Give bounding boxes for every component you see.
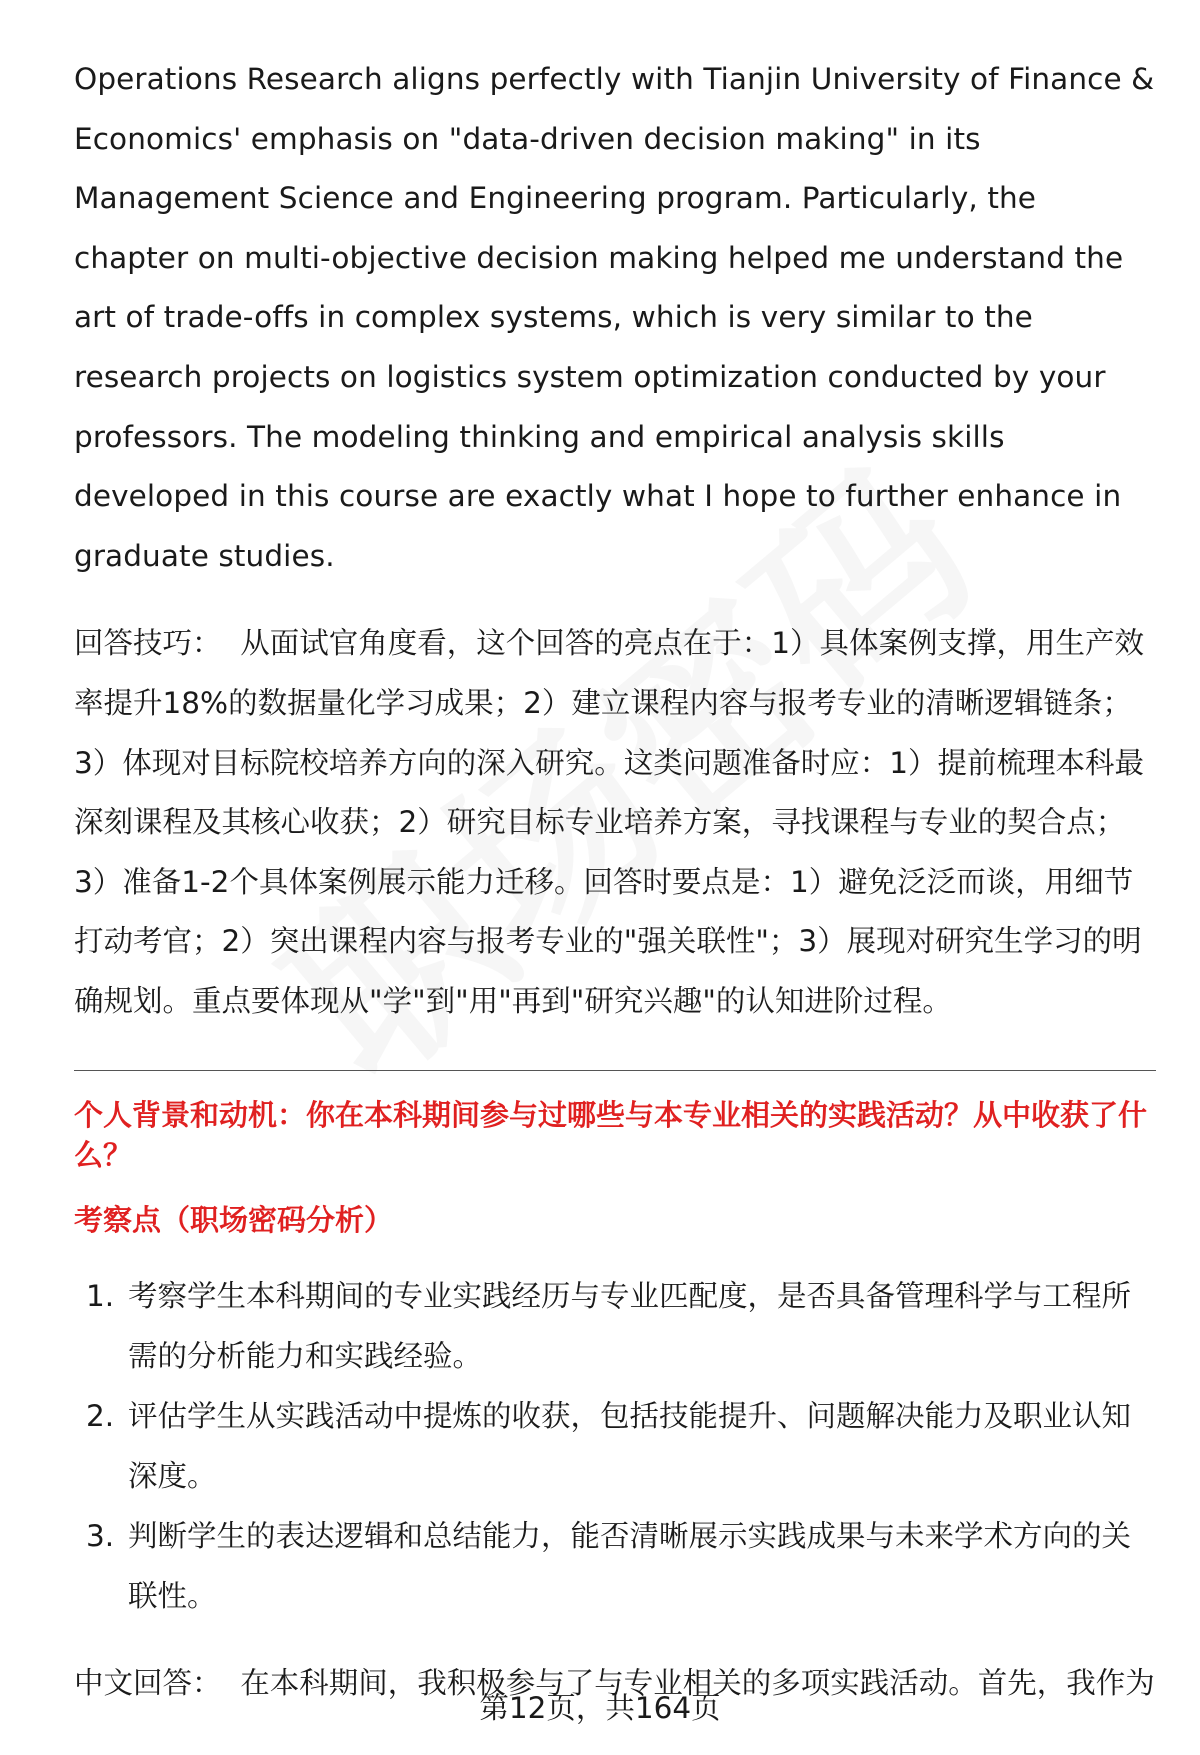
tips-label: 回答技巧： [74,626,222,661]
english-answer-paragraph: Operations Research aligns perfectly with Tianjin University of Finance & Economics' emphasis on "data-driven decision making" in its Management Science and Engineering program. Particularly, the chapter on multi-objective decision making helped me understand the art of trade-offs in complex systems, which is very similar to the research projects on logistics system optimization conducted by your professors. The modeling thinking and empirical analysis skills developed in this course are exactly what I hope to further enhance in graduate studies. [74,62,1155,573]
focus-points-list [74,1266,1156,1626]
question-heading: 个人背景和动机：你在本科期间参与过哪些与本专业相关的实践活动？从中收获了什么？ [74,1097,1148,1172]
list-item-number: 1. [86,1278,115,1313]
list-item-text: 评估学生从实践活动中提炼的收获，包括技能提升、问题解决能力及职业认知深度。 [128,1398,1132,1493]
list-item [74,1506,1156,1626]
document-page [74,50,1156,1713]
list-item-number: 3. [86,1518,115,1553]
answer-text: 在本科期间，我积极参与了与专业相关的多项实践活动。首先，我作为 [240,1665,1155,1700]
list-item-text: 判断学生的表达逻辑和总结能力，能否清晰展示实践成果与未来学术方向的关联性。 [128,1518,1132,1613]
focus-points-heading: 考察点（职场密码分析） [74,1202,394,1237]
list-item [74,1386,1156,1506]
answer-tips-paragraph [74,614,1156,1031]
page-number-footer: 第12页，共164页 [479,1691,721,1725]
list-item-number: 2. [86,1398,115,1433]
answer-label: 中文回答： [74,1665,222,1700]
section-divider [74,1070,1156,1071]
tips-text: 从面试官角度看，这个回答的亮点在于：1）具体案例支撑，用生产效率提升18%的数据量化学习成果；2）建立课程内容与报考专业的清晰逻辑链条；3）体现对目标院校培养方向的深入研究。这类问题准备时应：1）提前梳理本科最深刻课程及其核心收获；2）研究目标专业培养方案，寻找课程与专业的契合点；3）准备1-2个具体案例展示能力迁移。回答时要点是：1）避免泛泛而谈，用细节打动考官；2）突出课程内容与报考专业的"强关联性"；3）展现对研究生学习的明确规划。重点要体现从"学"到"用"再到"研究兴趣"的认知进阶过程。 [74,626,1145,1018]
list-item-text: 考察学生本科期间的专业实践经历与专业匹配度，是否具备管理科学与工程所需的分析能力和实践经验。 [128,1278,1132,1373]
list-item [74,1266,1156,1386]
